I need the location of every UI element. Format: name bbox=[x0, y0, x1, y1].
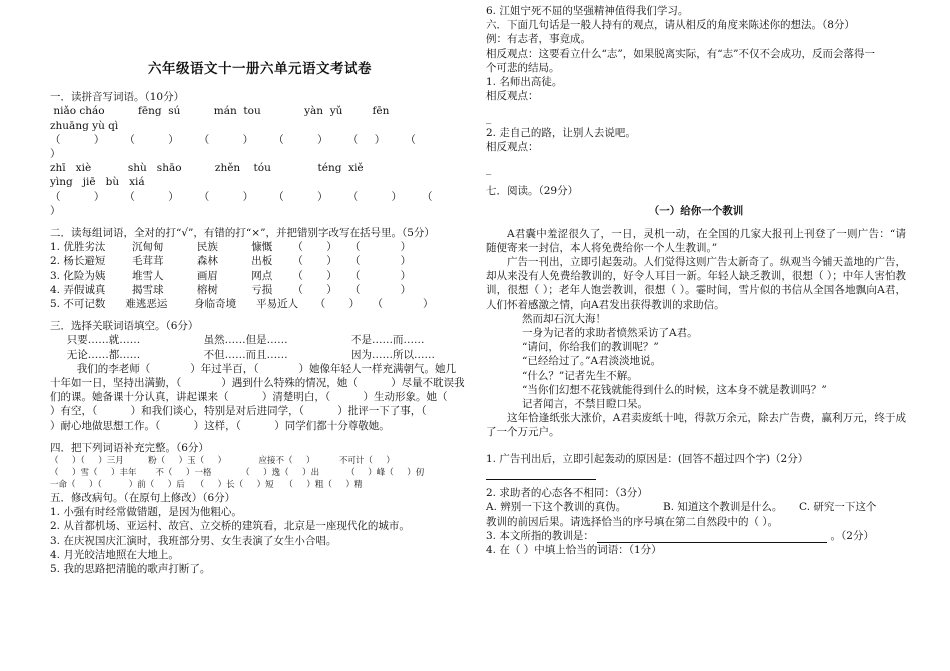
left_lines-line: 五．修改病句。（在原句上修改）（6分） bbox=[50, 492, 236, 505]
right_lines_top-line: 个可悲的结局。 bbox=[486, 61, 560, 74]
left_lines-line: niǎo cháo fēng sú mán tou yàn yǔ fēn bbox=[50, 105, 390, 118]
left_lines-line: 2. 杨长避短 毛茸茸 森林 出板 （ ） （ ） bbox=[50, 255, 412, 268]
left_lines-line: 1. 优胜劣汰 沉甸甸 民族 慷慨 （ ） （ ） bbox=[50, 241, 412, 254]
reading-subtitle: （一）给你一个教训 bbox=[648, 205, 744, 218]
left_lines-line: 3. 化险为姨 堆雪人 画眉 网点 （ ） （ ） bbox=[50, 269, 412, 282]
right_lines_top-line: 例：有志者，事竟成。 bbox=[486, 33, 591, 46]
reading-dialogue bbox=[486, 312, 906, 411]
left_lines-line: 无论……都…… 不但……而且…… 因为……所以…… bbox=[50, 348, 436, 361]
left_lines-line: zhī xiè shù shāo zhěn tóu téng xiě bbox=[50, 162, 364, 175]
reading-closing: 这年恰逢纸张大涨价，A君卖废纸十吨，得款万余元，除去广告费，赢利万元，终于成了一个万元户。 bbox=[486, 412, 906, 439]
left_lines-line: 我们的李老师（ ）年过半百，（ ）她像年轻人一样充满朝气。她几 bbox=[50, 362, 457, 375]
left_lines-line: （ ） （ ） （ ） （ ） （ ） （ bbox=[50, 133, 416, 146]
left_lines-line: （ ）雪（ ）丰年 不（ ）一格 （ ）逸（ ）出 （ ）峰（ ）仞 bbox=[50, 468, 425, 479]
question-1[interactable]: 1. 广告刊出后，立即引起轰动的原因是：(回答不超过四个字)（2分） bbox=[486, 452, 906, 480]
left_lines-line bbox=[50, 218, 470, 226]
right_lines_top-line: 相反观点： bbox=[486, 140, 539, 153]
left_lines-line: 5. 我的思路把清脆的歌声打断了。 bbox=[50, 563, 211, 576]
left_lines-line: 4. 月光皎洁地照在大地上。 bbox=[50, 548, 179, 561]
left_lines-line: 5. 不可记数 难逃恶运 身临奇境 平易近人 （ ） （ ） bbox=[50, 298, 434, 311]
left_lines-line: 4. 弄假诚真 揭雪球 榕树 亏损 （ ） （ ） bbox=[50, 283, 412, 296]
left_lines-line: 1. 小强有时经常做错题，是因为他粗心。 bbox=[50, 506, 242, 519]
left_lines-line: 十年如一日，坚持出满勤，（ ）遇到什么特殊的情况，她（ ）尽量不耽误我 bbox=[50, 377, 465, 390]
question-2-continued: 教训的前因后果。请选择恰当的序号填在第二自然段中的（ ）。 bbox=[486, 515, 779, 528]
right_lines_top-line: _ bbox=[486, 163, 492, 176]
left_lines-line: ） bbox=[50, 148, 61, 161]
right_lines_top-line bbox=[486, 176, 906, 184]
left_lines-line: 四．把下列词语补充完整。（6分） bbox=[50, 441, 209, 454]
left-column bbox=[50, 62, 470, 576]
reading-line: 记者闻言，不禁目瞪口呆。 bbox=[522, 398, 648, 411]
left_lines-line: 3. 在庆祝国庆汇演时，我班部分男、女生表演了女生小合唱。 bbox=[50, 534, 337, 547]
left_lines-line: 一．读拼音写词语。（10分） bbox=[50, 91, 185, 104]
left_lines-line: 只要……就…… 虽然……但是…… 不是……而…… bbox=[50, 334, 425, 347]
right_lines_top-line: 相反观点：这要看立什么“志”，如果脱离实际，有“志”不仅不会成功，反而会落得一 bbox=[486, 47, 875, 60]
left-content bbox=[50, 90, 470, 576]
question-3[interactable]: 3. 本文所指的教训是： 。（2分） bbox=[486, 529, 874, 542]
answer-blank-1[interactable] bbox=[486, 467, 596, 480]
right_lines_top-line bbox=[486, 103, 906, 111]
right-top-content bbox=[486, 4, 906, 198]
left_lines-line: 一命（ ）（ ）前（ ）后 （ ）长（ ）短 （ ）粗（ ）精 bbox=[50, 480, 363, 491]
reading-line: 然而却石沉大海！ bbox=[522, 312, 606, 325]
reading-line: “请问，你给我们的教训呢？” bbox=[522, 341, 659, 354]
question-4: 4. 在（ ）中填上恰当的词语：（1分） bbox=[486, 543, 662, 556]
question-2-options: A. 辨别一下这个教训的真伪。 B. 知道这个教训是什么。 C. 研究一下这个 bbox=[486, 501, 877, 514]
left_lines-line: ）耐心地做思想工作。（ ）这样，（ ）同学们都十分尊敬她。 bbox=[50, 419, 390, 432]
reading-line: 一身为记者的求助者愤然采访了A君。 bbox=[522, 327, 698, 340]
left_lines-line bbox=[50, 433, 470, 441]
left_lines-line: 们的课。她备课十分认真，讲起课来（ ）清楚明白，（ ）生动形象。她（ bbox=[50, 391, 448, 404]
right_lines_top-line: 1. 名师出高徒。 bbox=[486, 76, 563, 89]
left_lines-line: yìng jiē bù xiá bbox=[50, 176, 145, 189]
reading-line: “当你们幻想不花钱就能得到什么的时候，这本身不就是教训吗？” bbox=[522, 383, 827, 396]
right_lines_top-line: 2. 走自己的路，让别人去说吧。 bbox=[486, 126, 636, 139]
reading-paragraph: 广告一刊出，立即引起轰动。人们觉得这则广告太新奇了。纵观当今铺天盖地的广告，却从来没有人免费给教训的，好令人耳目一新。年轻人缺乏教训，很想（ ）；中年人害怕教训，很想（ ）；老年人饱尝教训，很想（ ）。霎时间，雪片似的书信从全国各地飘向A君，人们怀着感激之情，向A君发出获得教训的求助信。 bbox=[486, 256, 906, 311]
right_lines_top-line: _ bbox=[486, 112, 492, 125]
answer-blank-3[interactable] bbox=[597, 530, 827, 543]
left_lines-line: ）有空，（ ）和我们谈心，特别是对后进同学，（ ）批评一下了事，（ bbox=[50, 405, 427, 418]
left_lines-line: ） bbox=[50, 204, 61, 217]
left_lines-line: （ ） （ ） （ ） （ ） （ ） （ bbox=[50, 190, 433, 203]
reading-paragraph: A君囊中羞涩很久了，一日，灵机一动，在全国的几家大报刊上刊登了一则广告：“请随便寄来一封信，本人将免费给你一个人生教训。” bbox=[486, 227, 906, 254]
reading-paragraphs bbox=[486, 227, 906, 312]
left_lines-line: 二．读每组词语，全对的打“√”，有错的打“×”，并把错别字改写在括号里。（5分） bbox=[50, 227, 435, 240]
right_lines_top-line: 相反观点： bbox=[486, 90, 539, 103]
page-title: 六年级语文十一册六单元语文考试卷 bbox=[148, 61, 372, 77]
right_lines_top-line: 六．下面几句话是一般人持有的观点，请从相反的角度来陈述你的想法。（8分） bbox=[486, 19, 855, 32]
reading-line: “什么？”记者先生不解。 bbox=[522, 369, 638, 382]
left_lines-line: zhuāng yù qì bbox=[50, 119, 119, 132]
left_lines-line: 三．选择关联词语填空。（6分） bbox=[50, 320, 199, 333]
right_lines_top-line bbox=[486, 154, 906, 162]
question-2-title: 2. 求助者的心态各不相同：（3分） bbox=[486, 487, 648, 500]
right_lines_top-line: 6. 江姐宁死不屈的坚强精神值得我们学习。 bbox=[486, 5, 689, 17]
right_lines_top-line: 七．阅读。（29分） bbox=[486, 185, 579, 198]
reading-line: “已经给过了。”A君淡淡地说。 bbox=[522, 355, 662, 368]
left_lines-line: 2. 从首都机场、亚运村、故宫、立交桥的建筑看，北京是一座现代化的城市。 bbox=[50, 520, 410, 533]
right-column bbox=[486, 4, 906, 557]
left_lines-line: （ ）（ ）三月 粉（ ）玉（ ） 应接不（ ） 不可计（ ） bbox=[50, 456, 395, 467]
left_lines-line bbox=[50, 311, 470, 319]
